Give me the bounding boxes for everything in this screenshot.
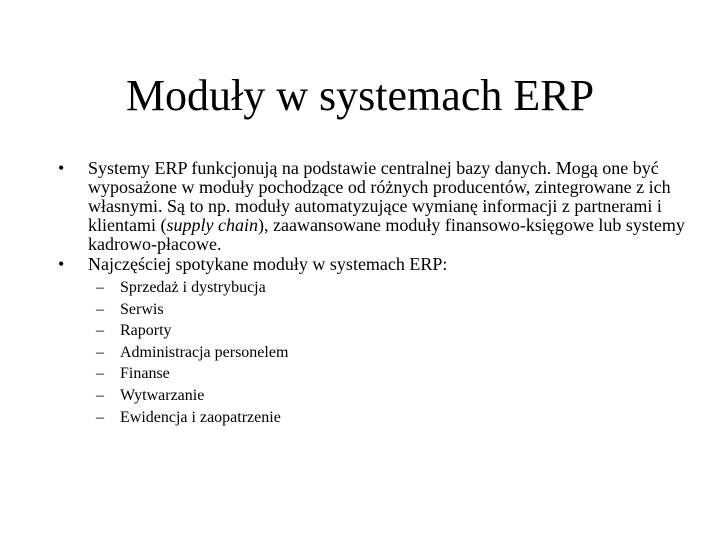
list-item bbox=[58, 342, 698, 364]
dash-mark: – bbox=[96, 322, 104, 340]
list-item bbox=[58, 363, 698, 385]
dash-mark: – bbox=[96, 386, 104, 404]
bullet-text-part: ), zaawansowane moduły finansowo-księgowe lub systemy kadrowo-płacowe. bbox=[88, 215, 685, 254]
bullet-mark: • bbox=[58, 254, 65, 274]
dash-mark: – bbox=[96, 343, 104, 361]
list-item bbox=[58, 320, 698, 342]
bullet-item-modules-intro bbox=[58, 255, 698, 274]
module-label: Serwis bbox=[120, 300, 164, 318]
list-item bbox=[58, 385, 698, 407]
modules-list bbox=[58, 277, 698, 428]
bullet-item-erp-description bbox=[58, 159, 698, 254]
dash-mark: – bbox=[96, 408, 104, 426]
module-label: Finanse bbox=[120, 365, 170, 383]
dash-mark: – bbox=[96, 300, 104, 318]
module-label: Raporty bbox=[120, 322, 172, 340]
module-label: Sprzedaż i dystrybucja bbox=[120, 279, 266, 296]
list-item bbox=[58, 299, 698, 321]
bullet-mark: • bbox=[58, 158, 65, 178]
slide-title: Moduły w systemach ERP bbox=[125, 71, 595, 120]
dash-mark: – bbox=[96, 365, 104, 383]
bullet-text-italic: supply chain bbox=[166, 215, 258, 235]
list-item bbox=[58, 277, 698, 299]
module-label: Wytwarzanie bbox=[120, 386, 205, 404]
list-item bbox=[58, 407, 698, 429]
slide-content bbox=[58, 159, 698, 428]
bullet-text-part: Systemy ERP funkcjonują na podstawie centralnej bazy danych. Mogą one być wyposażone w moduły pochodzące od różnych producentów, zintegrowane z ich własnymi. Są to np. moduły automatyzujące wymianę informacji z partnerami i klientami ( bbox=[88, 158, 671, 235]
module-label: Ewidencja i zaopatrzenie bbox=[120, 408, 281, 426]
dash-mark: – bbox=[96, 279, 104, 296]
module-label: Administracja personelem bbox=[120, 343, 289, 361]
bullet-text: Najczęściej spotykane moduły w systemach ERP: bbox=[88, 254, 448, 274]
